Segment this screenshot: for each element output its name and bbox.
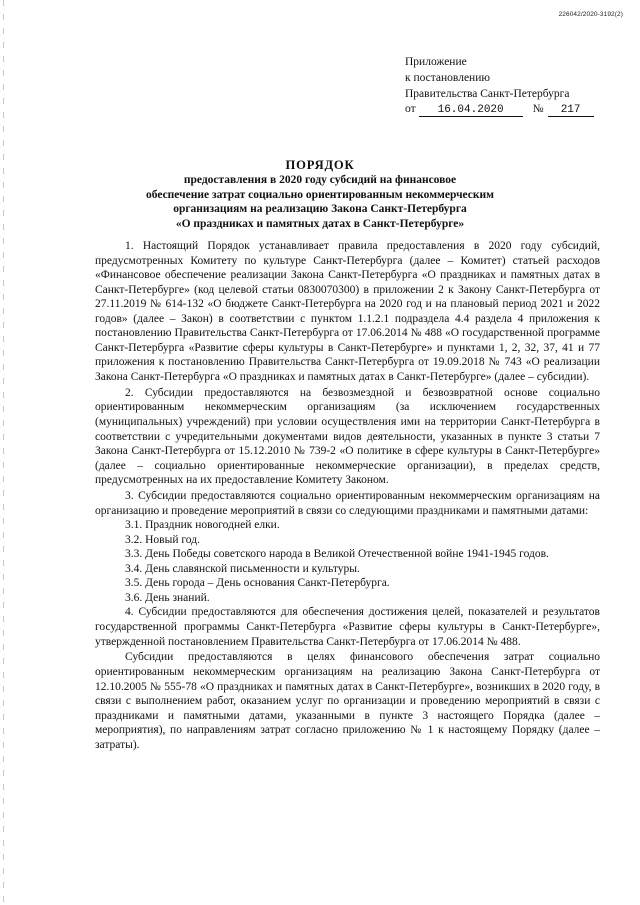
annex-government: Правительства Санкт-Петербурга: [405, 87, 570, 100]
title-line-1: предоставления в 2020 году субсидий на финансовое: [183, 174, 457, 186]
paragraph-4: 4. Субсидии предоставляются для обеспечения достижения целей, показателей и результатов государственной программы Санкт-Петербурга «Развитие сферы культуры в Санкт-Петербурге», утвержденной постановлением Правительства Санкт-Петербурга от 17.06.2014 № 488.: [95, 606, 600, 648]
annex-to-resolution: к постановлению: [405, 71, 490, 84]
title-line-3: организациям на реализацию Закона Санкт-Петербурга: [173, 203, 467, 216]
list-item-3-6: 3.6. День знаний.: [125, 591, 210, 604]
title-heading: ПОРЯДОК: [285, 158, 355, 172]
annex-block: [405, 55, 635, 118]
annex-number: 217: [548, 104, 594, 117]
list-item-3-4: 3.4. День славянской письменности и культуры.: [125, 562, 360, 575]
annex-from-label: от: [405, 103, 416, 116]
paragraph-5: Субсидии предоставляются в целях финансового обеспечения затрат социально ориентированным некоммерческим организациям на реализацию Закона Санкт-Петербурга от 12.10.2005 № 555-78 «О праздниках и памятных датах в Санкт-Петербурге», возникших в 2020 году, в связи с выполнением работ, оказанием услуг по организации и проведению мероприятий в связи с праздниками и памятными датами, указанными в пункте 3 настоящего Порядка (далее – мероприятия), по направлениям затрат согласно приложению № 1 к настоящему Порядку (далее – затраты).: [95, 651, 600, 751]
title-line-2: обеспечение затрат социально ориентированным некоммерческим: [145, 188, 494, 201]
paragraph-1: 1. Настоящий Порядок устанавливает правила предоставления в 2020 году субсидий, предусмотренных Комитету по культуре Санкт-Петербурга (далее – Комитет) статьей расходов «Финансовое обеспечение реализации Закона Санкт-Петербурга «О праздниках и памятных датах в Санкт-Петербурге» (код целевой статьи 0830070300) в приложении 2 к Закону Санкт-Петербурга от 27.11.2019 № 614-132 «О бюджете Санкт-Петербурга на 2020 год и на плановый период 2021 и 2022 годов» (далее – Закон) в соответствии с пунктом 1.1.2.1 подраздела 4.4 раздела 4 приложения к постановлению Правительства Санкт-Петербурга от 17.06.2014 № 488 «О государственной программе Санкт-Петербурга «Развитие сферы культуры в Санкт-Петербурге» и пунктами 1, 2, 32, 37, 41 и 77 приложения к постановлению Правительства Санкт-Петербурга от 19.09.2018 № 743 «О реализации Закона Санкт-Петербурга «О праздниках и памятных датах в Санкт-Петербурге» (далее – субсидии).: [95, 240, 600, 383]
annex-number-sign: №: [532, 103, 544, 116]
paragraph-3: 3. Субсидии предоставляются социально ориентированным некоммерческим организациям на организацию и проведение мероприятий в связи со следующими праздниками и памятными датами:: [95, 490, 600, 517]
document-body: [95, 239, 600, 752]
annex-label: Приложение: [405, 56, 467, 68]
list-item-3-3: 3.3. День Победы советского народа в Великой Отечественной войне 1941-1945 годов.: [125, 548, 549, 561]
paragraph-2: 2. Субсидии предоставляются на безвозмездной и безвозвратной основе социально ориентированным некоммерческим организациям (за исключением государственных (муниципальных) учреждений) при условии осуществления ими на территории Санкт-Петербурга в соответствии с учредительными документами видов деятельности, указанных в пункте 3 статьи 7 Закона Санкт-Петербурга от 15.12.2010 № 739-2 «О политике в сфере культуры в Санкт-Петербурге» (далее – социально ориентированные некоммерческие организации), в пределах средств, предусмотренных на их предоставление Комитету Законом.: [95, 386, 600, 487]
annex-date: 16.04.2020: [419, 104, 523, 117]
list-item-3-5: 3.5. День города – День основания Санкт-Петербурга.: [125, 577, 390, 590]
list-item-3-1: 3.1. Праздник новогодней елки.: [125, 519, 280, 532]
list-item-3-2: 3.2. Новый год.: [125, 533, 200, 546]
document-registration-code: 226042/2020-3192(2): [558, 11, 623, 18]
title-line-4: «О праздниках и памятных датах в Санкт-Петербурге»: [175, 217, 465, 230]
document-title: [140, 157, 500, 231]
scan-edge-marks: [3, 0, 4, 905]
annex-date-number-line: [405, 102, 635, 118]
